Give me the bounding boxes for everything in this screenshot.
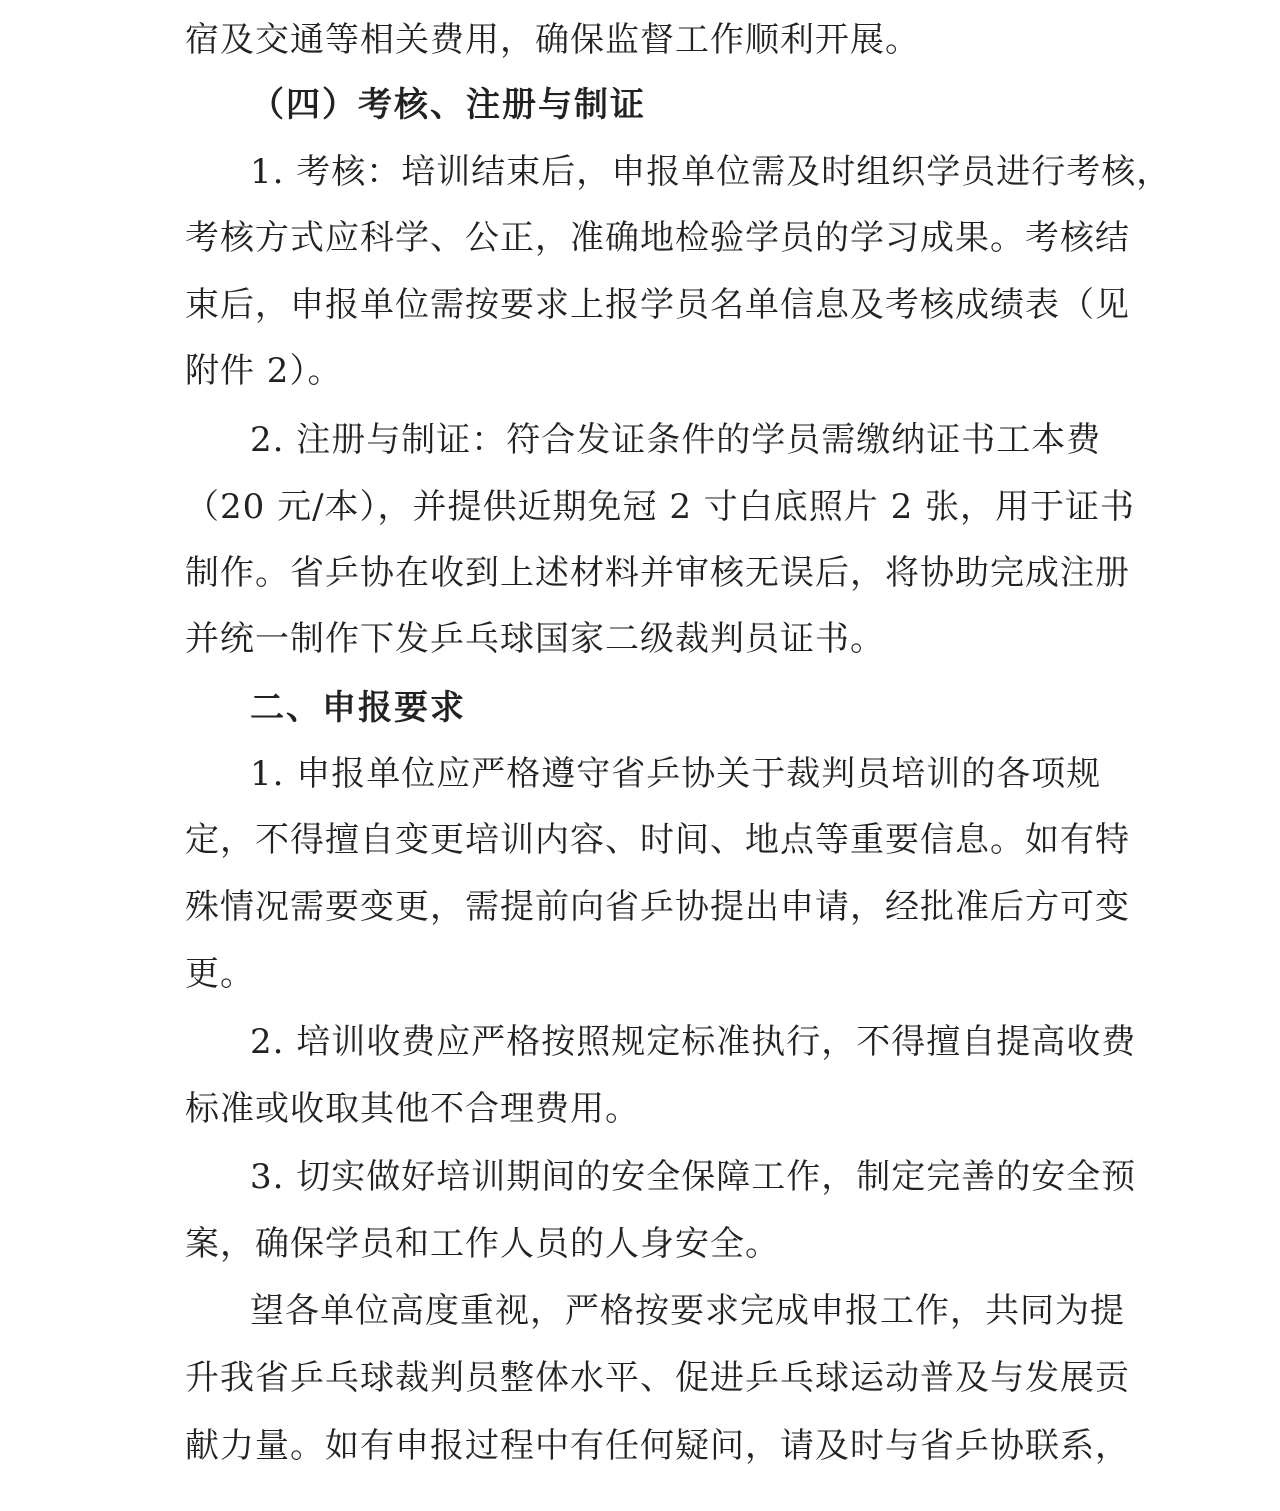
section-heading-requirements: 二、申报要求 — [250, 688, 466, 728]
paragraph-line: 2. 培训收费应严格按照规定标准执行，不得擅自提高收费 — [250, 1022, 1137, 1062]
section-heading-assessment: （四）考核、注册与制证 — [250, 85, 646, 125]
paragraph-line: 望各单位高度重视，严格按要求完成申报工作，共同为提 — [250, 1291, 1125, 1331]
paragraph-line: 标准或收取其他不合理费用。 — [185, 1089, 640, 1129]
paragraph-line: 更。 — [185, 954, 255, 994]
paragraph-line: （20 元/本），并提供近期免冠 2 寸白底照片 2 张，用于证书 — [185, 487, 1136, 527]
paragraph-line: 并统一制作下发乒乓球国家二级裁判员证书。 — [185, 619, 885, 659]
paragraph-line: 3. 切实做好培训期间的安全保障工作，制定完善的安全预 — [250, 1157, 1137, 1197]
paragraph-line: 考核方式应科学、公正，准确地检验学员的学习成果。考核结 — [185, 218, 1130, 258]
paragraph-line: 1. 考核：培训结束后，申报单位需及时组织学员进行考核， — [250, 152, 1172, 192]
paragraph-line: 升我省乒乓球裁判员整体水平、促进乒乓球运动普及与发展贡 — [185, 1358, 1130, 1398]
paragraph-line: 定，不得擅自变更培训内容、时间、地点等重要信息。如有特 — [185, 820, 1130, 860]
paragraph-line: 束后，申报单位需按要求上报学员名单信息及考核成绩表（见 — [185, 285, 1130, 325]
paragraph-line: 1. 申报单位应严格遵守省乒协关于裁判员培训的各项规 — [250, 754, 1102, 794]
paragraph-line: 殊情况需要变更，需提前向省乒协提出申请，经批准后方可变 — [185, 887, 1130, 927]
paragraph-line: 案，确保学员和工作人员的人身安全。 — [185, 1224, 780, 1264]
paragraph-line-continued: 宿及交通等相关费用，确保监督工作顺利开展。 — [185, 20, 920, 60]
paragraph-line: 2. 注册与制证：符合发证条件的学员需缴纳证书工本费 — [250, 420, 1102, 460]
paragraph-line: 制作。省乒协在收到上述材料并审核无误后，将协助完成注册 — [185, 553, 1130, 593]
paragraph-line: 献力量。如有申报过程中有任何疑问，请及时与省乒协联系， — [185, 1426, 1130, 1466]
paragraph-line: 附件 2）。 — [185, 351, 343, 391]
